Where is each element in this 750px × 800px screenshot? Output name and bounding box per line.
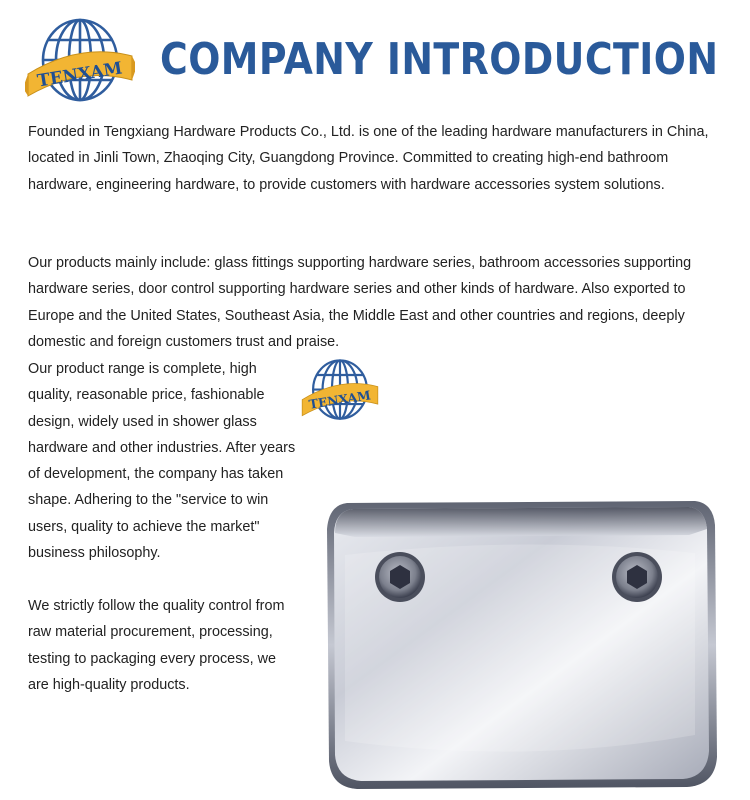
globe-logo-icon — [25, 14, 135, 110]
page-title: COMPANY INTRODUCTION — [160, 34, 719, 85]
glass-clamp-product-image — [325, 495, 721, 793]
screw-left-icon — [375, 552, 425, 602]
globe-logo-small-icon — [300, 355, 380, 427]
intro-paragraph-3: Our product range is complete, high quality, reasonable price, fashionable design, widely used in shower glass hardware and other industries. After years of development, the company has taken shape. Adhering to the "service to win users, quality to achieve the market" business philosophy. — [28, 361, 296, 562]
intro-paragraph-4: We strictly follow the quality control from raw material procurement, processing, testing to packaging every process, we are high-quality products. — [28, 598, 285, 693]
intro-paragraph-2: Our products mainly include: glass fittings supporting hardware series, bathroom accessories supporting hardware series, door control supporting hardware series and other kinds of hardware. Also exported to Europe and the United States, Southeast Asia, the Middle East and other countries and regions, deeply domestic and foreign customers trust and praise. — [28, 255, 692, 350]
header — [0, 0, 750, 115]
logo-text: TENXAM — [35, 58, 124, 92]
screw-right-icon — [612, 552, 662, 602]
intro-paragraph-1: Founded in Tengxiang Hardware Products Co., Ltd. is one of the leading hardware manufacturers in China, located in Jinli Town, Zhaoqing City, Guangdong Province. Committed to creating high-end bathroom hardware, engineering hardware, to provide customers with hardware accessories system solutions. — [28, 124, 709, 193]
logo-small-text: TENXAM — [307, 387, 372, 412]
